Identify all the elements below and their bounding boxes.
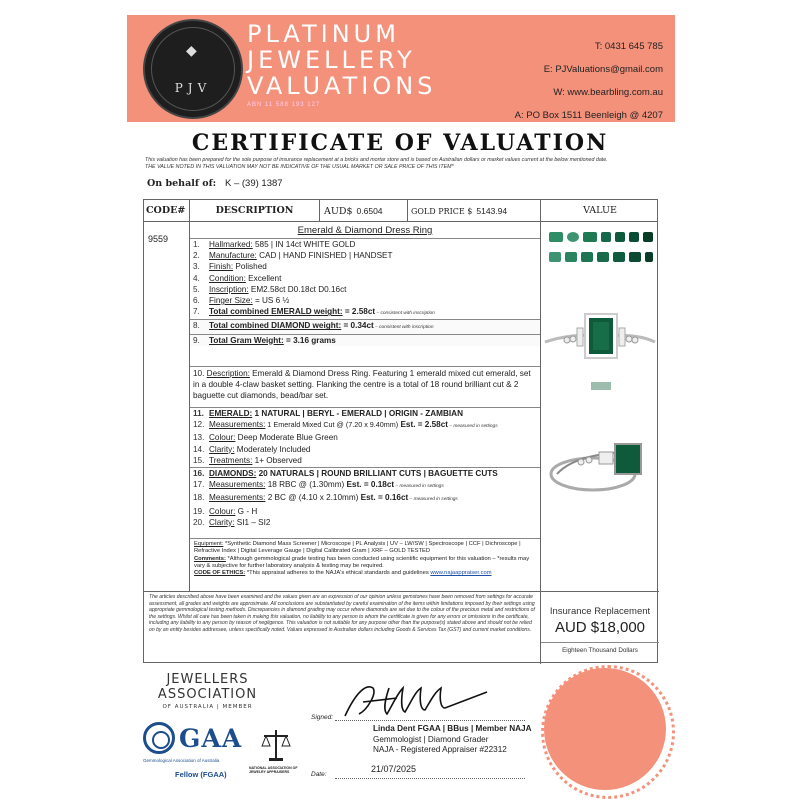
signature-block bbox=[311, 676, 541, 786]
detail-line: 20. Clarity: SI1 – SI2 bbox=[193, 517, 271, 527]
equipment-line: Equipment: *Synthetic Diamond Mass Screener | Microscope | PL Analysis | UV – LW/SW | Spectroscope | CCF | Dichroscope | Refractive Index | Digital Leverage Gauge | Digital Calibrated Gram | XRF – GOLD TESTED bbox=[194, 541, 521, 555]
swatch bbox=[597, 252, 609, 262]
insurance-amount-words: Eighteen Thousand Dollars bbox=[541, 642, 659, 654]
header-code: CODE# bbox=[144, 200, 190, 222]
code-column bbox=[144, 222, 190, 591]
date-label: Date: bbox=[311, 771, 327, 778]
naja-link[interactable]: www.najaappraiser.com bbox=[430, 570, 492, 577]
detail-line: 3. Finish: Polished bbox=[193, 262, 267, 272]
header-description: DESCRIPTION bbox=[190, 200, 320, 222]
intro-text bbox=[145, 157, 665, 171]
swatch bbox=[549, 232, 563, 242]
swatch bbox=[645, 252, 653, 262]
swatch bbox=[549, 252, 561, 262]
detail-line: 9. Total Gram Weight: = 3.16 grams bbox=[190, 334, 540, 346]
detail-line: 17. Measurements: 18 RBC @ (1.30mm) Est. = 0.18ct – measured in settings bbox=[193, 480, 444, 490]
appraiser-name: Linda Dent FGAA | BBus | Member NAJA bbox=[373, 724, 532, 733]
emerald-colour-chart bbox=[547, 228, 653, 276]
detail-line: 13. Colour: Deep Moderate Blue Green bbox=[193, 433, 338, 443]
signed-label: Signed: bbox=[311, 714, 334, 721]
gold-label: GOLD PRICE $ bbox=[411, 207, 473, 216]
detail-line: 8. Total combined DIAMOND weight: = 0.34ct – consistent with inscription bbox=[190, 319, 540, 333]
scales-icon bbox=[261, 728, 291, 762]
detail-line: 5. Inscription: EM2.58ct D0.18ct D0.16ct bbox=[193, 284, 347, 294]
diamonds-section bbox=[190, 467, 540, 528]
description-section bbox=[190, 366, 540, 403]
gold-value: 5143.94 bbox=[476, 206, 508, 216]
detail-line: 15. Treatments: 1+ Observed bbox=[193, 455, 302, 465]
appraiser-registration: NAJA - Registered Appraiser #22312 bbox=[373, 745, 507, 754]
certificate-title: CERTIFICATE OF VALUATION bbox=[191, 130, 609, 156]
detail-line: 12. Measurements: 1 Emerald Mixed Cut @ (7.20 x 9.40mm) Est. = 2.58ct – measured in settings bbox=[193, 420, 498, 430]
behalf-label: On behalf of: bbox=[147, 178, 217, 189]
jewellers-association-logo bbox=[150, 672, 265, 710]
swatch bbox=[581, 252, 593, 262]
comments-line: Comments: *Although gemmological grade testing has been conducted using scientific equipment for this valuation – *results may vary & subjective for further laboratory analysis & testing may be required. bbox=[194, 555, 530, 569]
insurance-amount: AUD $18,000 bbox=[554, 619, 646, 636]
address: A: PO Box 1511 Beenleigh @ 4207 bbox=[514, 110, 663, 121]
date-line bbox=[335, 778, 525, 779]
detail-line: 19. Colour: G - H bbox=[193, 506, 258, 516]
ring-photo bbox=[543, 284, 657, 524]
ja-line-2: ASSOCIATION bbox=[157, 687, 258, 702]
naja-line-1: NATIONAL ASSOCIATION OF bbox=[249, 766, 298, 770]
emerald-section bbox=[190, 407, 540, 466]
naja-text bbox=[249, 766, 309, 774]
detail-line: 16. DIAMONDS: 20 NATURALS | ROUND BRILLIANT CUTS | BAGUETTE CUTS bbox=[193, 469, 498, 478]
detail-line: 6. Finger Size: = US 6 ½ bbox=[193, 296, 290, 306]
company-logo bbox=[143, 19, 243, 119]
swatch bbox=[629, 232, 639, 242]
table-header bbox=[144, 200, 657, 222]
gaa-subtitle: Gemmological Association of Australia bbox=[143, 758, 220, 763]
detail-line: 11. EMERALD: 1 NATURAL | BERYL - EMERALD | ORIGIN - ZAMBIAN bbox=[193, 409, 464, 418]
value-column bbox=[541, 222, 659, 591]
brand-line-2: JEWELLERY bbox=[247, 46, 416, 74]
detail-line: 18. Measurements: 2 BC @ (4.10 x 2.10mm) Est. = 0.16ct – measured in settings bbox=[193, 493, 458, 503]
handwritten-signature bbox=[337, 680, 517, 720]
swatch bbox=[643, 232, 653, 242]
header-gold bbox=[408, 200, 541, 222]
header-aud bbox=[320, 200, 408, 222]
website: W: www.bearbling.com.au bbox=[553, 87, 663, 98]
item-code: 9559 bbox=[148, 234, 169, 244]
phone: T: 0431 645 785 bbox=[594, 41, 663, 52]
logo-ring bbox=[151, 27, 235, 111]
aud-label: AUD$ bbox=[324, 206, 353, 217]
appraiser-role: Gemmologist | Diamond Grader bbox=[373, 735, 489, 744]
swatch bbox=[629, 252, 641, 262]
abn-number: ABN 11 588 193 127 bbox=[247, 102, 321, 108]
ja-line-3: OF AUSTRALIA | MEMBER bbox=[162, 704, 253, 710]
equipment-notes bbox=[190, 538, 540, 591]
signature-line bbox=[335, 720, 525, 721]
logo-monogram: PJV bbox=[174, 81, 212, 95]
item-title: Emerald & Diamond Dress Ring bbox=[297, 225, 433, 236]
detail-line: 2. Manufacture: CAD | HAND FINISHED | HANDSET bbox=[193, 251, 393, 261]
detail-line: 14. Clarity: Moderately Included bbox=[193, 444, 311, 454]
ja-line-1: JEWELLERS bbox=[166, 672, 249, 687]
diamond-icon: ◆ bbox=[186, 43, 197, 59]
swatch bbox=[583, 232, 597, 242]
behalf-value: K – (39) 1387 bbox=[225, 178, 283, 189]
email: E: PJValuations@gmail.com bbox=[543, 64, 663, 75]
insurance-label: Insurance Replacement bbox=[549, 606, 651, 617]
aud-value: 0.6504 bbox=[356, 206, 383, 216]
description-paragraph: 10. Description: Emerald & Diamond Dress Ring. Featuring 1 emerald mixed cut emerald, set in a double 4-claw basket setting. Flanking the centre is a total of 18 round brilliant cut & 2 baguette cut diamonds, bead/bar set. bbox=[193, 369, 531, 400]
naja-line-2: JEWELRY APPRAISERS bbox=[249, 770, 290, 775]
date-value: 21/07/2025 bbox=[371, 764, 417, 774]
company-name bbox=[247, 21, 436, 99]
company-seal bbox=[544, 668, 666, 790]
insurance-box bbox=[541, 591, 659, 664]
swatch bbox=[615, 232, 625, 242]
disclaimer: The articles described above have been examined and the values given are an expression of our opinion unless gemstones have been removed from settings for accurate assessment, all grades and weights are approximate. All conclusions are substantiated by careful examination of the items within limitations imposed by their settings using appropriate gemmological testing methods. Discrepancies in diamond grading may occur where diamonds are set due to the colour of the precious metal and restrictions of the settings. Whilst all care has been taken in making this valuation, no liability to any person to whom the certificate is given for any errors or omissions in the certificate, including any liability to any person by reason of negligence. This valuation is not suitable for any purpose other than the purpose(s) stated above and should not be relied on by an entity besides addressee, unless specifically noted. Values expressed in Australian dollars including Goods & Services Tax (GST) and current market conditions. bbox=[144, 591, 541, 664]
detail-line: 7. Total combined EMERALD weight: = 2.58ct – consistent with inscription bbox=[193, 307, 435, 317]
description-column bbox=[190, 222, 541, 591]
swatch bbox=[567, 232, 579, 242]
detail-line: 1. Hallmarked: 585 | IN 14ct WHITE GOLD bbox=[193, 240, 356, 249]
intro-line-1: This valuation has been prepared for the sole purpose of insurance replacement at a bricks and mortar store and is based on Australian dollars or market values current at the below mentioned date. bbox=[145, 157, 608, 163]
header-value: VALUE bbox=[583, 205, 617, 216]
intro-line-2: THE VALUE NOTED IN THIS VALUATION MAY NOT BE INDICATIVE OF THE USUAL MARKET OR SALE PRICE OF THIS ITEM* bbox=[145, 164, 454, 170]
gaa-wordmark: GAA bbox=[179, 724, 243, 753]
ethics-line: CODE OF ETHICS: *This appraisal adheres to the NAJA's ethical standards and guidelines www.najaappraiser.com bbox=[194, 570, 492, 577]
brand-line-3: VALUATIONS bbox=[247, 72, 437, 100]
contact-details bbox=[515, 35, 663, 127]
swatch bbox=[613, 252, 625, 262]
ring-top-view bbox=[545, 314, 655, 390]
valuation-table bbox=[143, 199, 658, 663]
swatch bbox=[565, 252, 577, 262]
fellow-label: Fellow (FGAA) bbox=[175, 770, 227, 779]
gaa-emblem-icon bbox=[143, 722, 175, 754]
detail-line: 4. Condition: Excellent bbox=[193, 273, 282, 283]
letterhead bbox=[127, 15, 675, 122]
swatch bbox=[601, 232, 611, 242]
ring-side-view bbox=[551, 444, 641, 490]
item-details bbox=[190, 238, 540, 344]
brand-line-1: PLATINUM bbox=[247, 20, 400, 48]
